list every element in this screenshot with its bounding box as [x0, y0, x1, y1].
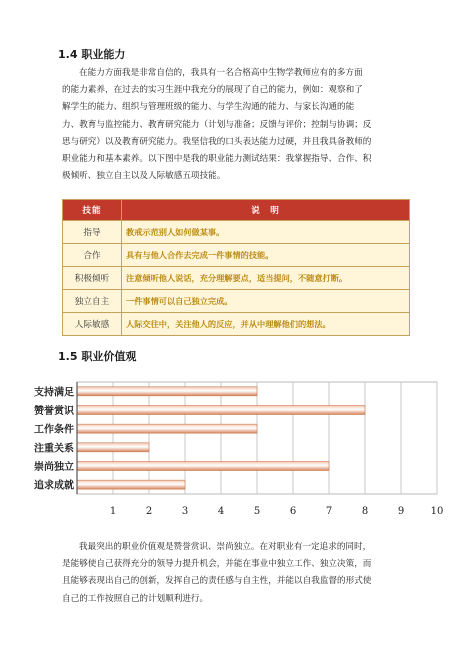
bar-注重关系: [77, 443, 149, 452]
x-tick-label: 8: [361, 506, 369, 517]
bar-追求成就: [77, 480, 185, 489]
x-tick-label: 3: [181, 506, 189, 517]
description-cell: 人际交往中，关注他人的反应，并从中理解他们的想法。: [122, 313, 410, 336]
table-row: [63, 267, 410, 290]
category-label: 追求成就: [34, 480, 74, 492]
skill-cell: 独立自主: [63, 290, 122, 313]
table-row: [63, 313, 410, 336]
table-row: [63, 244, 410, 267]
paragraph-line: 力、教育与监控能力、教育研究能力（计划与准备；反馈与评价；控制与协调；反: [62, 119, 372, 130]
values-bar-chart: [34, 378, 450, 530]
description-cell: 教戒示范别人如何做某事。: [122, 221, 410, 244]
x-tick-label: 10: [430, 506, 444, 517]
category-label: 赞誉赏识: [34, 406, 74, 417]
bar-支持满足: [77, 387, 257, 396]
bar-赞誉赏识: [77, 406, 365, 415]
paragraph-line: 思与研究）以及教育研究能力。我坚信我的口头表达能力过硬，并且我具备教师的: [62, 136, 372, 147]
section-title-abilities: 1.4 职业能力: [58, 48, 126, 61]
x-tick-label: 1: [109, 506, 117, 517]
skill-cell: 指导: [63, 221, 122, 244]
section-title-values: 1.5 职业价值观: [58, 350, 137, 363]
paragraph-line: 且能够表现出自己的创新，发挥自己的责任感与自主性，并能以自我监督的形式使: [62, 576, 372, 587]
x-tick-label: 9: [397, 506, 405, 517]
description-cell: 一件事情可以自己独立完成。: [122, 290, 410, 313]
paragraph-line: 在能力方面我是非常自信的，我具有一名合格高中生物学教师应有的多方面: [79, 68, 363, 78]
table-row: [63, 290, 410, 313]
paragraph-line: 极倾听、独立自主以及人际敏感五项技能。: [62, 171, 226, 182]
header-description: 说 明: [122, 200, 410, 221]
paragraph-line: 解学生的能力、组织与管理班级的能力、与学生沟通的能力、与家长沟通的能: [62, 102, 355, 113]
paragraph-line: 我最突出的职业价值观是赞誉赏识、崇尚独立。在对职业有一定追求的同时，: [79, 542, 372, 552]
category-label: 工作条件: [34, 424, 74, 436]
skills-table: [62, 199, 410, 336]
category-label: 崇尚独立: [34, 462, 74, 473]
x-tick-label: 5: [253, 506, 261, 517]
x-tick-label: 4: [217, 506, 225, 517]
x-tick-label: 2: [145, 506, 153, 517]
paragraph-line: 是能够使自己获得充分的领导力提升机会，并能在事业中独立工作、独立决策，而: [62, 559, 372, 570]
skill-cell: 人际敏感: [63, 313, 122, 336]
values-paragraph: [62, 539, 414, 608]
description-cell: 具有与他人合作去完成一件事情的技能。: [122, 244, 410, 267]
abilities-paragraph: [62, 65, 414, 185]
table-header-row: [63, 200, 410, 221]
paragraph-line: 职业能力和基本素养。以下图中是我的职业能力测试结果：我掌握指导、合作、积: [62, 154, 372, 165]
bar-崇尚独立: [77, 462, 329, 471]
category-label: 支持满足: [34, 387, 74, 399]
header-skill: 技能: [63, 200, 122, 221]
skill-cell: 积极倾听: [63, 267, 122, 290]
skill-cell: 合作: [63, 244, 122, 267]
category-label: 注重关系: [34, 443, 74, 455]
x-tick-label: 6: [289, 506, 297, 517]
x-tick-label: 7: [325, 506, 333, 517]
bar-工作条件: [77, 424, 257, 433]
paragraph-line: 的能力素养，在过去的实习生涯中我充分的展现了自己的能力，例如：观察和了: [62, 85, 363, 96]
description-cell: 注意倾听他人说话，充分理解要点，适当提问，不随意打断。: [122, 267, 410, 290]
paragraph-line: 自己的工作按照自己的计划顺利进行。: [62, 593, 209, 604]
table-row: [63, 221, 410, 244]
